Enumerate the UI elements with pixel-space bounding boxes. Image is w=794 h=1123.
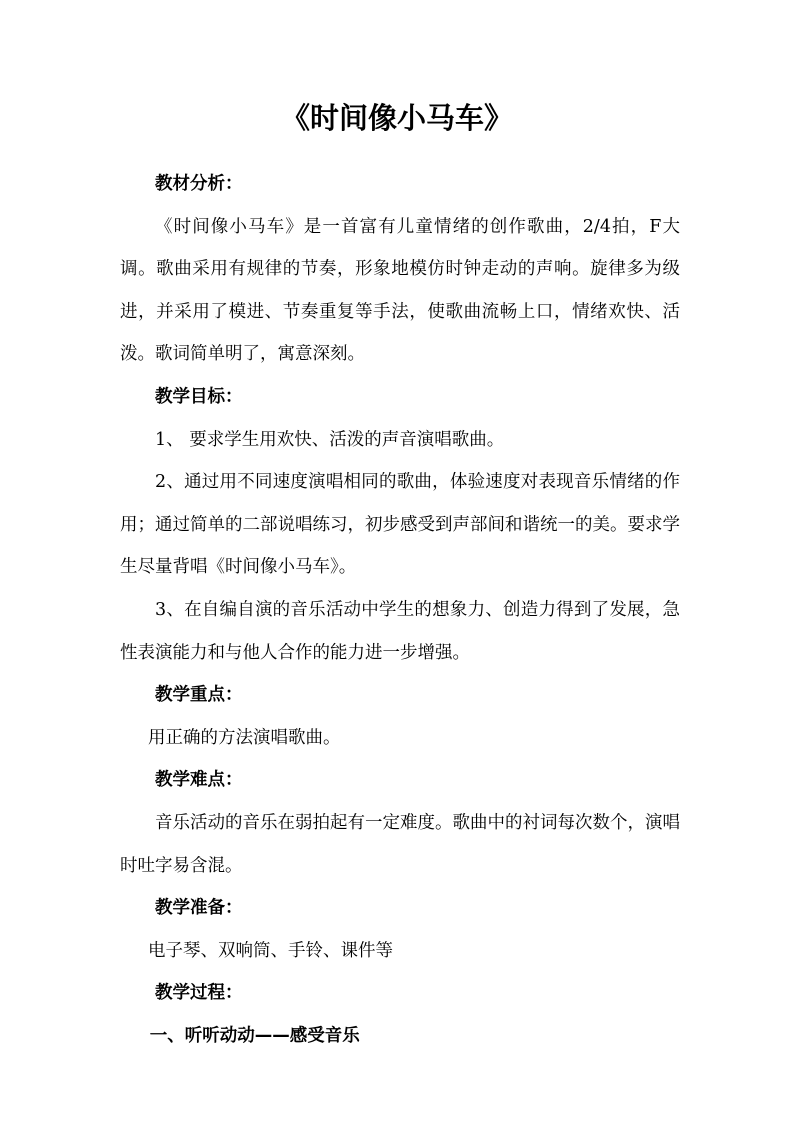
difficulties-heading: 教学难点：: [155, 770, 243, 791]
process-heading: 教学过程：: [155, 983, 243, 1004]
goal-item-1: 1、 要求学生用欢快、活泼的声音演唱歌曲。: [155, 429, 505, 450]
key-points-heading: 教学重点：: [155, 685, 243, 706]
key-points-paragraph: 用正确的方法演唱歌曲。: [148, 727, 341, 748]
preparation-paragraph: 电子琴、双响筒、手铃、课件等: [148, 940, 393, 961]
goal-item-2: 2、通过用不同速度演唱相同的歌曲，体验速度对表现音乐情绪的作用；通过简单的二部说唱练习，初步感受到声部间和谐统一的美。要求学生尽量背唱《时间像小马车》。: [120, 472, 680, 578]
analysis-heading: 教材分析：: [155, 174, 243, 194]
goal-item-3: 3、在自编自演的音乐活动中学生的想象力、创造力得到了发展，急性表演能力和与他人合作的能力进一步增强。: [120, 599, 680, 663]
analysis-paragraph: 《时间像小马车》是一首富有儿童情绪的创作歌曲，2/4拍，F大调。歌曲采用有规律的节奏，形象地模仿时钟走动的声响。旋律多为级进，并采用了模进、节奏重复等手法，使歌曲流畅上口，情绪欢快、活泼。歌词简单明了，寓意深刻。: [120, 216, 680, 365]
difficulties-paragraph: 音乐活动的音乐在弱拍起有一定难度。歌曲中的衬词每次数个，演唱时吐字易含混。: [120, 812, 680, 876]
goals-heading: 教学目标：: [155, 386, 243, 407]
document-title: 《时间像小马车》: [280, 101, 513, 135]
document-body: [120, 163, 680, 1057]
process-step-1: 一、听听动动——感受音乐: [149, 1025, 360, 1046]
preparation-heading: 教学准备：: [155, 898, 243, 919]
